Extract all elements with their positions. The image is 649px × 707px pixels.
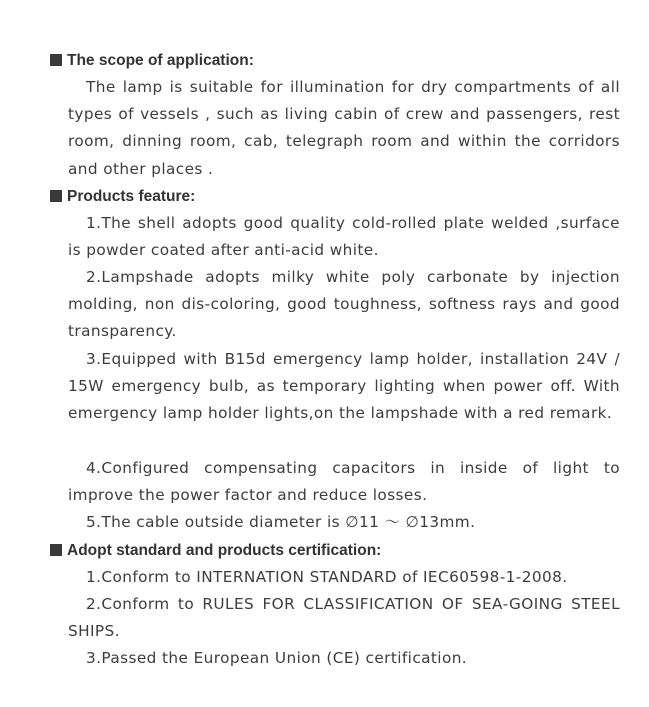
heading-text: The scope of application:	[67, 52, 254, 69]
certification-item-3: 3.Passed the European Union (CE) certification.	[86, 649, 468, 667]
square-bullet-icon	[50, 54, 62, 66]
section-heading-features	[50, 187, 195, 207]
section-heading-certification	[50, 541, 381, 561]
square-bullet-icon	[50, 190, 62, 202]
feature-item-4: 4.Configured compensating capacitors in inside of light to improve the power factor and reduce losses.	[68, 459, 620, 505]
feature-item-5: 5.The cable outside diameter is ∅11 ～ ∅13mm.	[86, 513, 476, 531]
feature-item-3: 3.Equipped with B15d emergency lamp holder, installation 24V / 15W emergency bulb, as temporary lighting when power off. With emergency lamp holder lights,on the lampshade with a red remark.	[68, 350, 620, 423]
feature-item-1: 1.The shell adopts good quality cold-rolled plate welded ,surface is powder coated after anti-acid white.	[68, 214, 620, 260]
square-bullet-icon	[50, 544, 62, 556]
certification-item-1: 1.Conform to INTERNATION STANDARD of IEC60598-1-2008.	[86, 568, 568, 586]
section-heading-scope	[50, 51, 254, 71]
certification-item-2: 2.Conform to RULES FOR CLASSIFICATION OF SEA-GOING STEEL SHIPS.	[68, 595, 620, 641]
feature-item-2: 2.Lampshade adopts milky white poly carbonate by injection molding, non dis-coloring, good toughness, softness rays and good transparency.	[68, 268, 620, 341]
scope-paragraph: The lamp is suitable for illumination for dry compartments of all types of vessels , such as living cabin of crew and passengers, rest room, dinning room, cab, telegraph room and within the corridors and other places .	[68, 78, 620, 178]
heading-text: Adopt standard and products certification:	[67, 542, 382, 559]
heading-text: Products feature:	[67, 188, 196, 205]
